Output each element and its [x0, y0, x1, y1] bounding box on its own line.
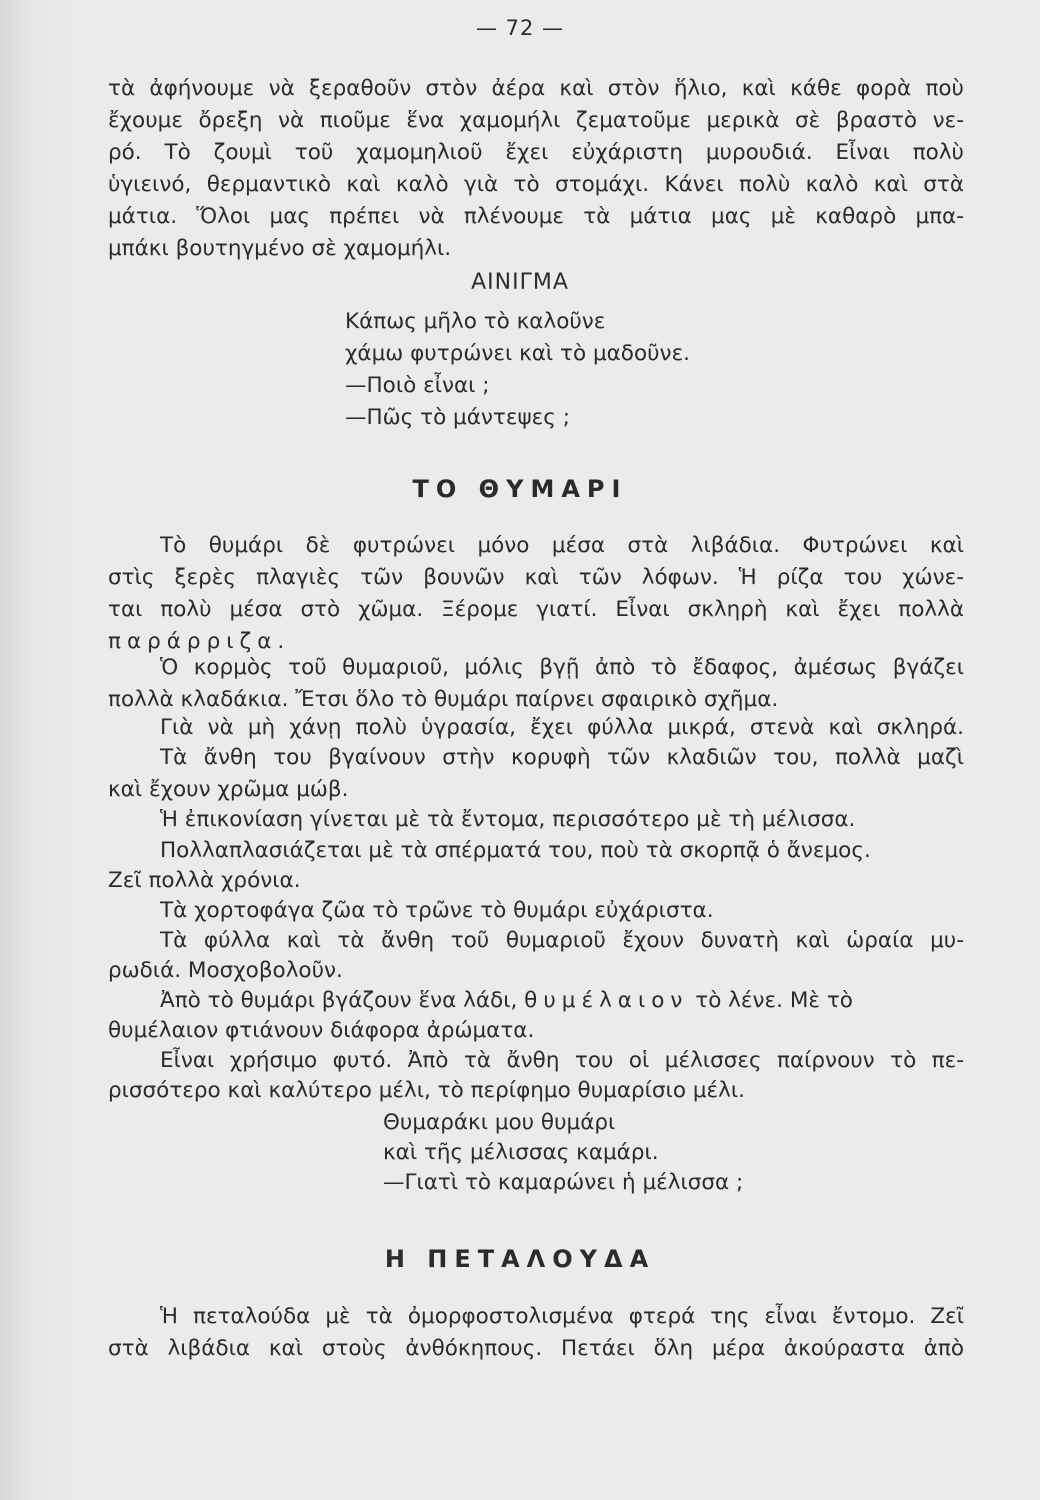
- text-line: στὶς ξερὲς πλαγιὲς τῶν βουνῶν καὶ τῶν λόφων. Ἡ ρίζα του χώνε-: [108, 565, 964, 590]
- text-line: ρό. Τὸ ζουμὶ τοῦ χαμομηλιοῦ ἔχει εὐχάριστη μυρουδιά. Εἶναι πολὺ: [108, 140, 964, 165]
- emphasized-term: θυμέλαιον: [524, 988, 689, 1013]
- verse-line: Θυμαράκι μου θυμάρι: [383, 1110, 616, 1135]
- riddle-line: χάμω φυτρώνει καὶ τὸ μαδοῦνε.: [345, 341, 691, 366]
- text-line: Ὁ κορμὸς τοῦ θυμαριοῦ, μόλις βγῇ ἀπὸ τὸ ἔδαφος, ἀμέσως βγάζει: [160, 655, 964, 680]
- text-line: ἔχουμε ὄρεξη νὰ πιοῦμε ἕνα χαμομήλι ζεματοῦμε μερικὰ σὲ βραστὸ νε-: [108, 108, 964, 133]
- riddle-line: Κάπως μῆλο τὸ καλοῦνε: [345, 309, 606, 334]
- text-line: Εἶναι χρήσιμο φυτό. Ἀπὸ τὰ ἄνθη του οἱ μέλισσες παίρνουν τὸ πε-: [160, 1048, 964, 1073]
- section-title-thyme: ΤΟ ΘΥΜΑΡΙ: [412, 475, 628, 503]
- text-line: Πολλαπλασιάζεται μὲ τὰ σπέρματά του, ποὺ τὰ σκορπᾷ ὁ ἄνεμος.: [160, 838, 871, 863]
- text-line: Τὰ φύλλα καὶ τὰ ἄνθη τοῦ θυμαριοῦ ἔχουν δυνατὴ καὶ ὡραία μυ-: [160, 928, 964, 953]
- riddle-title: ΑΙΝΙΓΜΑ: [471, 270, 569, 295]
- text-line: Τὸ θυμάρι δὲ φυτρώνει μόνο μέσα στὰ λιβάδια. Φυτρώνει καὶ: [160, 533, 964, 558]
- verse-line: καὶ τῆς μέλισσας καμάρι.: [383, 1140, 659, 1165]
- text-line: παράρριζα.: [108, 629, 291, 654]
- verse-line: —Γιατὶ τὸ καμαρώνει ἡ μέλισσα ;: [383, 1170, 744, 1195]
- text-line: μπάκι βουτηγμένο σὲ χαμομήλι.: [108, 236, 452, 261]
- text-line: [160, 985, 853, 1017]
- text-line: καὶ ἔχουν χρῶμα μώβ.: [108, 777, 349, 802]
- text-line: ρωδιά. Μοσχοβολοῦν.: [108, 958, 343, 983]
- text-line: Τὰ χορτοφάγα ζῶα τὸ τρῶνε τὸ θυμάρι εὐχάριστα.: [160, 898, 714, 923]
- riddle-line: —Ποιὸ εἶναι ;: [345, 373, 490, 398]
- text-line: Γιὰ νὰ μὴ χάνῃ πολὺ ὑγρασία, ἔχει φύλλα μικρά, στενὰ καὶ σκληρά.: [160, 715, 964, 740]
- text-line: ὑγιεινό, θερμαντικὸ καὶ καλὸ γιὰ τὸ στομάχι. Κάνει πολὺ καλὸ καὶ στὰ: [108, 172, 964, 197]
- riddle-line: —Πῶς τὸ μάντεψες ;: [345, 405, 570, 430]
- text-line: ται πολὺ μέσα στὸ χῶμα. Ξέρομε γιατί. Εἶναι σκληρὴ καὶ ἔχει πολλὰ: [108, 597, 964, 622]
- section-title-butterfly: Η ΠΕΤΑΛΟΥΔΑ: [384, 1245, 656, 1273]
- text-fragment: Ἀπὸ τὸ θυμάρι βγάζουν ἕνα λάδι,: [160, 988, 518, 1013]
- text-line: Ἡ ἐπικονίαση γίνεται μὲ τὰ ἔντομα, περισσότερο μὲ τὴ μέλισσα.: [160, 807, 856, 832]
- text-line: πολλὰ κλαδάκια. Ἔτσι ὅλο τὸ θυμάρι παίρνει σφαιρικὸ σχῆμα.: [108, 687, 779, 712]
- text-line: ρισσότερο καὶ καλύτερο μέλι, τὸ περίφημο θυμαρίσιο μέλι.: [108, 1078, 745, 1103]
- text-line: Ζεῖ πολλὰ χρόνια.: [108, 868, 301, 893]
- text-line: μάτια. Ὅλοι μας πρέπει νὰ πλένουμε τὰ μάτια μας μὲ καθαρὸ μπα-: [108, 204, 964, 229]
- text-fragment: τὸ λένε. Μὲ τὸ: [695, 988, 853, 1013]
- text-line: Ἡ πεταλούδα μὲ τὰ ὀμορφοστολισμένα φτερά της εἶναι ἔντομο. Ζεῖ: [160, 1304, 964, 1329]
- page-number: — 72 —: [475, 16, 565, 40]
- text-line: Τὰ ἄνθη του βγαίνουν στὴν κορυφὴ τῶν κλαδιῶν του, πολλὰ μαζὶ: [160, 745, 964, 770]
- text-line: θυμέλαιον φτιάνουν διάφορα ἀρώματα.: [108, 1018, 535, 1043]
- text-line: τὰ ἀφήνουμε νὰ ξεραθοῦν στὸν ἀέρα καὶ στὸν ἥλιο, καὶ κάθε φορὰ ποὺ: [108, 76, 964, 101]
- text-line: στὰ λιβάδια καὶ στοὺς ἀνθόκηπους. Πετάει ὅλη μέρα ἀκούραστα ἀπὸ: [108, 1336, 964, 1361]
